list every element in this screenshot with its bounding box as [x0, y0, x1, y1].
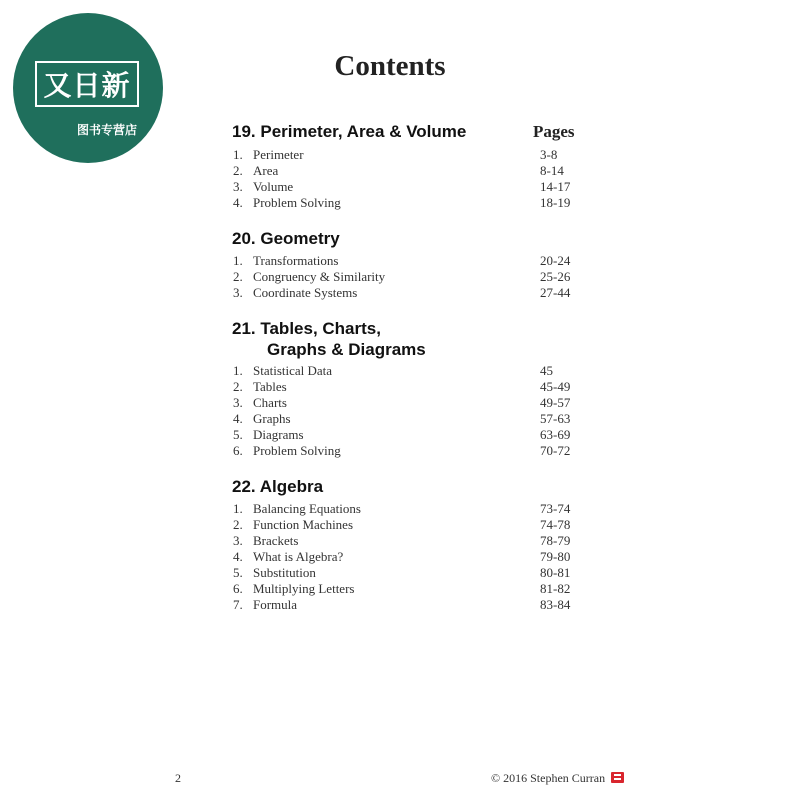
page-title: Contents [334, 50, 446, 82]
toc-item-pages: 49-57 [540, 395, 571, 410]
footer-copyright: © 2016 Stephen Curran [491, 771, 606, 785]
toc-item [233, 597, 573, 613]
toc-item [233, 195, 573, 211]
footer-page-number: 2 [175, 771, 181, 785]
store-watermark-badge [13, 13, 163, 163]
toc-item-label: Area [253, 163, 279, 178]
section-heading [232, 476, 323, 497]
toc-item-label: Graphs [253, 411, 291, 426]
toc-item-label: Perimeter [253, 147, 304, 162]
toc-item-number: 2. [233, 269, 243, 284]
toc-item-label: Coordinate Systems [253, 285, 358, 300]
toc-item-pages: 18-19 [540, 195, 571, 210]
publisher-logo-icon [611, 772, 624, 783]
section-heading-line1: 20. Geometry [232, 229, 340, 248]
toc-item-label: Diagrams [253, 427, 304, 442]
toc-item-number: 4. [233, 549, 243, 564]
toc-item-number: 1. [233, 501, 243, 516]
toc-item-pages: 20-24 [540, 253, 571, 268]
section-heading-line1: 22. Algebra [232, 477, 324, 496]
toc-item [233, 443, 573, 459]
toc-item-number: 2. [233, 379, 243, 394]
toc-item [233, 285, 573, 301]
toc-item-number: 3. [233, 179, 243, 194]
toc-item [233, 517, 573, 533]
toc-item [233, 379, 573, 395]
toc-item-number: 6. [233, 443, 243, 458]
toc-item-pages: 25-26 [540, 269, 571, 284]
toc-item-number: 1. [233, 363, 243, 378]
toc-item [233, 581, 573, 597]
toc-item [233, 269, 573, 285]
toc-item [233, 253, 573, 269]
toc-item [233, 395, 573, 411]
toc-item-label: Function Machines [253, 517, 354, 532]
toc-item-label: Multiplying Letters [253, 581, 355, 596]
toc-item [233, 565, 573, 581]
toc-item-pages: 3-8 [540, 147, 558, 162]
toc-item-pages: 80-81 [540, 565, 571, 580]
section-heading [232, 121, 466, 142]
pages-column-header: Pages [533, 122, 575, 141]
toc-item-label: Formula [253, 597, 298, 612]
toc-item-label: Statistical Data [253, 363, 333, 378]
toc-item-label: Congruency & Similarity [253, 269, 386, 284]
toc-item-number: 6. [233, 581, 243, 596]
toc-item [233, 549, 573, 565]
toc-item-number: 1. [233, 147, 243, 162]
toc-item-number: 3. [233, 395, 243, 410]
store-brand-name: 又日新 [35, 61, 139, 107]
toc-item-label: Tables [253, 379, 287, 394]
toc-item-pages: 79-80 [540, 549, 571, 564]
toc-item-pages: 14-17 [540, 179, 571, 194]
toc-item [233, 411, 573, 427]
section-heading [232, 318, 426, 360]
section-heading [232, 228, 340, 249]
toc-item [233, 147, 573, 163]
section-heading-line1: 19. Perimeter, Area & Volume [232, 122, 467, 141]
toc-item [233, 163, 573, 179]
toc-item-label: Problem Solving [253, 443, 341, 458]
toc-item-number: 5. [233, 565, 243, 580]
toc-item-number: 1. [233, 253, 243, 268]
toc-item-pages: 45-49 [540, 379, 571, 394]
toc-item-pages: 45 [540, 363, 553, 378]
toc-item-label: Problem Solving [253, 195, 341, 210]
toc-item-pages: 63-69 [540, 427, 571, 442]
toc-item-pages: 81-82 [540, 581, 571, 596]
toc-item-number: 2. [233, 163, 243, 178]
toc-item-label: Volume [253, 179, 294, 194]
section-heading-line1: 21. Tables, Charts, [232, 319, 381, 338]
toc-item-label: Balancing Equations [253, 501, 361, 516]
toc-item-number: 5. [233, 427, 243, 442]
toc-item-pages: 73-74 [540, 501, 571, 516]
toc-item [233, 533, 573, 549]
toc-item-pages: 27-44 [540, 285, 571, 300]
toc-item-label: What is Algebra? [253, 549, 344, 564]
toc-item-pages: 74-78 [540, 517, 571, 532]
section-heading-line2: Graphs & Diagrams [267, 340, 426, 359]
store-subtitle: 图书专营店 [77, 123, 138, 137]
toc-item [233, 179, 573, 195]
toc-item-pages: 57-63 [540, 411, 571, 426]
toc-item-pages: 78-79 [540, 533, 571, 548]
toc-item-label: Charts [253, 395, 287, 410]
toc-item-number: 3. [233, 285, 243, 300]
toc-item-label: Brackets [253, 533, 299, 548]
toc-item-pages: 8-14 [540, 163, 564, 178]
toc-item-number: 4. [233, 411, 243, 426]
toc-item-number: 4. [233, 195, 243, 210]
toc-item-number: 3. [233, 533, 243, 548]
toc-item-pages: 70-72 [540, 443, 571, 458]
toc-item-pages: 83-84 [540, 597, 571, 612]
toc-item [233, 501, 573, 517]
toc-item [233, 427, 573, 443]
toc-item [233, 363, 573, 379]
toc-item-number: 7. [233, 597, 243, 612]
toc-item-label: Transformations [253, 253, 339, 268]
toc-item-number: 2. [233, 517, 243, 532]
toc-item-label: Substitution [253, 565, 316, 580]
